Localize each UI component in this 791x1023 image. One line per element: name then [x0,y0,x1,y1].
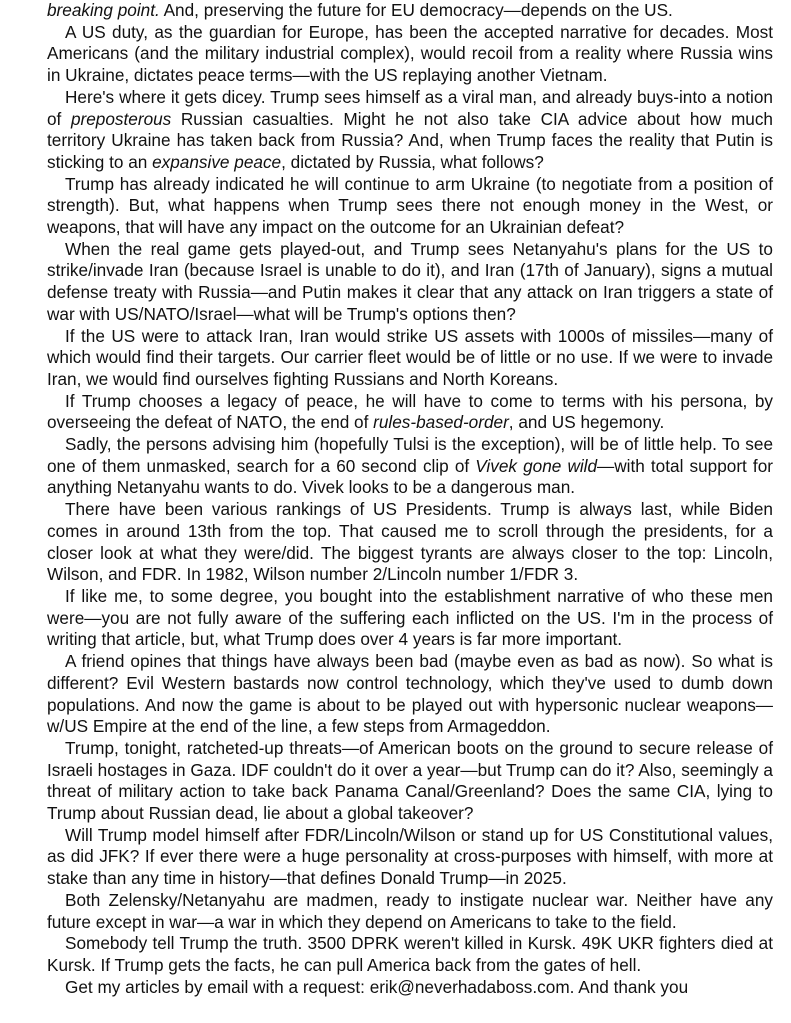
paragraph-segment: breaking point. [47,0,160,20]
paragraph-segment: preposterous [70,108,172,129]
paragraph [47,933,773,976]
paragraph-segment: —with total support for anything Netanyahu wants to do. Vivek looks to be a dangerous man. [47,455,773,498]
paragraph-segment: If Trump chooses a legacy of peace, he will have to come to terms with his persona, by overseeing the defeat of NATO, the end of [47,390,773,433]
article-body [47,0,773,998]
paragraph-segment: , and US hegemony. [508,412,665,433]
paragraph-segment: And, preserving the future for EU democracy—depends on the US. [159,0,673,20]
paragraph-segment: A US duty, as the guardian for Europe, has been the accepted narrative for decades. Most Americans (and the military industrial complex), would recoil from a reality where Russia wins in Ukraine, dictates peace terms—with the US replaying another Vietnam. [47,21,773,86]
paragraph [47,87,773,174]
paragraph [47,22,773,87]
paragraph-segment: If like me, to some degree, you bought into the establishment narrative of who these men were—you are not fully aware of the suffering each inflicted on the US. I'm in the process of writing that article, but, what Trump does over 4 years is far more important. [47,585,773,650]
paragraph [47,0,773,22]
paragraph-segment: expansive peace [152,151,282,172]
paragraph-segment: Trump has already indicated he will continue to arm Ukraine (to negotiate from a position of strength). But, what happens when Trump sees there not enough money in the West, or weapons, that will have any impact on the outcome for an Ukrainian defeat? [47,173,773,238]
paragraph-segment: , dictated by Russia, what follows? [281,151,544,172]
paragraph [47,977,773,999]
paragraph-segment: Sadly, the persons advising him (hopefully Tulsi is the exception), will be of little help. To see one of them unmasked, search for a 60 second clip of [47,434,773,476]
paragraph [47,890,773,933]
paragraph [47,239,773,326]
paragraph [47,825,773,890]
paragraph-segment: When the real game gets played-out, and Trump sees Netanyahu's plans for the US to strike/invade Iran (because Israel is unable to do it), and Iran (17th of January), signs a mutual defense treaty with Russia—and Putin makes it clear that any attack on Iran triggers a state of war with US/NATO/Israel—what will be Trump's options then? [47,238,773,324]
paragraph-segment: A friend opines that things have always been bad (maybe even as bad as now). So what is different? Evil Western bastards now control technology, which they've used to dumb down populations. And now the game is about to be played out with hypersonic nuclear weapons—w/US Empire at the end of the line, a few steps from Armageddon. [47,651,773,737]
paragraph [47,391,773,434]
paragraph [47,499,773,586]
paragraph [47,651,773,738]
paragraph-segment: Get my articles by email with a request: erik@neverhadaboss.com. And thank you [65,976,689,997]
paragraph-segment: Trump, tonight, ratcheted-up threats—of American boots on the ground to secure release of Israeli hostages in Gaza. IDF couldn't do it over a year—but Trump can do it? Also, seemingly a threat of military action to take back Panama Canal/Greenland? Does the same CIA, lying to Trump about Russian dead, lie about a global takeover? [47,737,773,824]
paragraph [47,586,773,651]
paragraph-segment: Both Zelensky/Netanyahu are madmen, ready to instigate nuclear war. Neither have any future except in war—a war in which they depend on Americans to take to the field. [47,889,773,932]
paragraph-segment: Somebody tell Trump the truth. 3500 DPRK weren't killed in Kursk. 49K UKR fighters died at Kursk. If Trump gets the facts, he can pull America back from the gates of hell. [47,933,773,975]
paragraph [47,174,773,239]
paragraph-segment: Here's where it gets dicey. Trump sees himself as a viral man, and already buys-into a notion of [47,86,773,129]
paragraph-segment: There have been various rankings of US Presidents. Trump is always last, while Biden comes in around 13th from the top. That caused me to scroll through the presidents, for a closer look at what they were/did. The biggest tyrants are always closer to the top: Lincoln, Wilson, and FDR. In 1982, Wilson number 2/Lincoln number 1/FDR 3. [47,499,773,585]
paragraph [47,434,773,499]
paragraph-segment: Will Trump model himself after FDR/Lincoln/Wilson or stand up for US Constitutional values, as did JFK? If ever there were a huge personality at cross-purposes with himself, with more at stake than any time in history—that defines Donald Trump—in 2025. [47,824,773,889]
paragraph-segment: Vivek gone wild [475,455,598,476]
paragraph-segment: If the US were to attack Iran, Iran would strike US assets with 1000s of missiles—many of which would find their targets. Our carrier fleet would be of little or no use. If we were to invade Iran, we would find ourselves fighting Russians and North Koreans. [47,325,773,389]
paragraph [47,326,773,391]
paragraph-segment: Russian casualties. Might he not also take CIA advice about how much territory Ukraine has taken back from Russia? And, when Trump faces the reality that Putin is sticking to an [47,108,773,172]
paragraph-segment: rules-based-order [373,412,509,433]
paragraph [47,738,773,825]
